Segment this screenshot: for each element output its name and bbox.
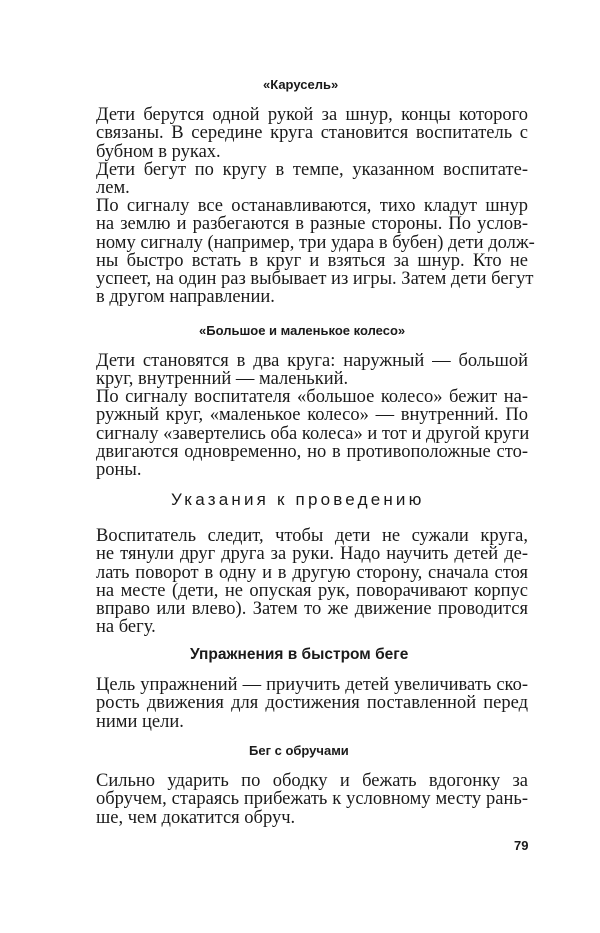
paragraph-uprazhneniya <box>96 676 528 731</box>
paragraph-koleso-1 <box>96 352 528 389</box>
paragraph-obruchi <box>96 772 528 827</box>
text-line: ними цели. <box>96 711 184 732</box>
text-line: Дети становятся в два круга: наружный — большой <box>96 351 528 371</box>
text-line: двигаются одновременно, но в противоположные сто- <box>96 441 528 462</box>
text-line: не тянули друг друга за руки. Надо научить детей де- <box>96 544 528 565</box>
text-line: вправо или влево). Затем то же движение проводится <box>96 599 528 620</box>
text-line: в другом направлении. <box>96 287 275 308</box>
section-title-karusel: «Карусель» <box>263 77 339 92</box>
text-line: Дети берутся одной рукой за шнур, концы которого <box>96 105 528 125</box>
text-line: По сигналу воспитателя «большое колесо» бежит на- <box>96 387 528 407</box>
text-line: ше, чем докатится обруч. <box>96 807 296 828</box>
text-line: на землю и разбегаются в разные стороны. По услов- <box>96 214 528 235</box>
paragraph-karusel-1 <box>96 106 528 161</box>
text-line: лать поворот в одну и в другую сторону, сначала стоя <box>96 562 528 583</box>
text-line: рость движения для достижения поставленной перед <box>96 693 528 714</box>
text-line: Цель упражнений — приучить детей увеличивать ско- <box>96 675 528 695</box>
text-line: ружный круг, «маленькое колесо» — внутренний. По <box>96 405 528 426</box>
text-line: Сильно ударить по ободку и бежать вдогонку за <box>96 771 528 791</box>
text-line: на бегу. <box>96 617 156 638</box>
text-line: обручем, стараясь прибежать к условному месту рань- <box>96 789 528 810</box>
section-title-uprazhneniya: Упражнения в быстром беге <box>190 646 409 663</box>
section-title-koleso: «Большое и маленькое колесо» <box>199 323 406 338</box>
text-line: лем. <box>96 178 130 199</box>
text-line: ны быстро встать в круг и взяться за шнур. Кто не <box>96 250 528 271</box>
text-line: Дети бегут по кругу в темпе, указанном воспитате- <box>96 160 528 180</box>
text-line: сигналу «завертелись оба колеса» и тот и другой круги <box>96 423 530 444</box>
paragraph-karusel-2 <box>96 161 528 198</box>
section-title-ukazaniya: Указания к проведению <box>171 490 425 509</box>
text-line: роны. <box>96 460 142 481</box>
paragraph-koleso-2 <box>96 388 528 479</box>
section-title-obruchi: Бег с обручами <box>249 743 349 758</box>
text-line: круг, внутренний — маленький. <box>96 369 349 390</box>
text-line: Воспитатель следит, чтобы дети не сужали круга, <box>96 526 528 546</box>
text-line: ному сигналу (например, три удара в бубен) дети долж- <box>96 232 535 253</box>
paragraph-karusel-3 <box>96 196 535 308</box>
text-line: бубном в руках. <box>96 141 221 162</box>
page-number: 79 <box>514 838 529 853</box>
text-line: По сигналу все останавливаются, тихо кладут шнур <box>96 196 528 216</box>
text-line: на месте (дети, не опуская рук, поворачивают корпус <box>96 580 528 601</box>
text-line: успеет, на один раз выбывает из игры. Затем дети бегут <box>96 269 534 290</box>
paragraph-ukazaniya <box>96 527 528 637</box>
text-line: связаны. В середине круга становится воспитатель с <box>96 123 528 144</box>
